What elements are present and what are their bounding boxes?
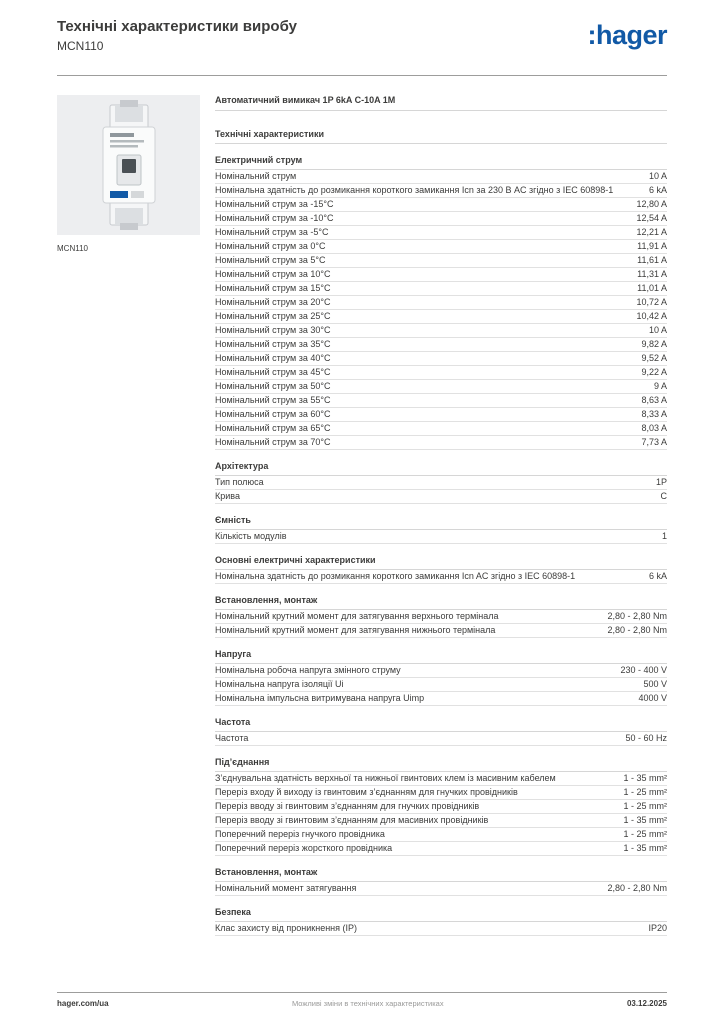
- spec-row: [215, 814, 667, 828]
- row-label: Номінальний крутний момент для затягування верхнього термінала: [215, 611, 499, 621]
- row-label: Номінальний момент затягування: [215, 883, 357, 893]
- row-label: Переріз вводу зі гвинтовим з’єднанням для гнучких провідників: [215, 801, 480, 811]
- section-title: Технічні характеристики: [215, 129, 667, 144]
- spec-row: [215, 352, 667, 366]
- spec-section: [215, 595, 667, 638]
- row-value: 12,80 A: [636, 199, 667, 209]
- product-name: Автоматичний вимикач 1P 6kA C-10A 1M: [215, 95, 667, 111]
- row-value: 9 A: [653, 381, 667, 391]
- section-title: Ємність: [215, 515, 667, 530]
- row-label: Номінальний струм за 10°C: [215, 269, 331, 279]
- row-value: 1 - 35 mm²: [623, 773, 667, 783]
- row-value: 4000 V: [638, 693, 667, 703]
- spec-section: [215, 155, 667, 450]
- row-value: C: [660, 491, 667, 501]
- row-value: 9,22 A: [641, 367, 667, 377]
- spec-row: [215, 226, 667, 240]
- spec-row: [215, 882, 667, 896]
- spec-row: [215, 254, 667, 268]
- product-image-caption: MCN110: [57, 244, 88, 253]
- spec-section: [215, 867, 667, 896]
- row-label: Номінальний струм за 20°C: [215, 297, 331, 307]
- row-value: 1 - 35 mm²: [623, 815, 667, 825]
- spec-row: [215, 800, 667, 814]
- row-label: Номінальний струм за 15°C: [215, 283, 331, 293]
- spec-row: [215, 922, 667, 936]
- spec-section: [215, 649, 667, 706]
- section-title: Основні електричні характеристики: [215, 555, 667, 570]
- spec-section: [215, 757, 667, 856]
- row-value: 7,73 A: [641, 437, 667, 447]
- row-label: Номінальна імпульсна витримувана напруга Uimp: [215, 693, 425, 703]
- row-label: Номінальна напруга ізоляції Ui: [215, 679, 344, 689]
- row-label: Номінальний струм за 35°C: [215, 339, 331, 349]
- row-label: Номінальний струм за 45°C: [215, 367, 331, 377]
- spec-row: [215, 268, 667, 282]
- spec-row: [215, 296, 667, 310]
- row-label: Номінальна здатність до розмикання короткого замикання Icn AC згідно з IEC 60898-1: [215, 571, 576, 581]
- row-label: Номінальний струм за 70°C: [215, 437, 331, 447]
- section-title: Під’єднання: [215, 757, 667, 772]
- row-label: Кількість модулів: [215, 531, 287, 541]
- page-footer: [57, 992, 667, 1008]
- row-value: 12,54 A: [636, 213, 667, 223]
- spec-row: [215, 338, 667, 352]
- row-label: Переріз входу й виходу із гвинтовим з’єднанням для гнучких провідників: [215, 787, 518, 797]
- spec-row: [215, 324, 667, 338]
- row-value: 1 - 25 mm²: [623, 801, 667, 811]
- row-value: 11,01 A: [637, 283, 667, 293]
- section-title: Безпека: [215, 907, 667, 922]
- row-label: Номінальний струм: [215, 171, 297, 181]
- row-label: Номінальний струм за 5°C: [215, 255, 326, 265]
- spec-row: [215, 380, 667, 394]
- spec-section: [215, 717, 667, 746]
- row-value: 6 kA: [648, 185, 667, 195]
- spec-row: [215, 282, 667, 296]
- spec-section: [215, 129, 667, 144]
- row-label: Номінальний струм за 65°C: [215, 423, 331, 433]
- spec-content: [215, 95, 667, 936]
- row-label: Номінальний струм за 30°C: [215, 325, 331, 335]
- row-value: 10,72 A: [636, 297, 667, 307]
- page-title: Технічні характеристики виробу: [57, 18, 297, 35]
- row-label: Номінальний крутний момент для затягування нижнього термінала: [215, 625, 496, 635]
- row-value: 11,31 A: [637, 269, 667, 279]
- row-label: Номінальний струм за -5°C: [215, 227, 329, 237]
- spec-row: [215, 732, 667, 746]
- row-value: 500 V: [643, 679, 667, 689]
- spec-row: [215, 624, 667, 638]
- product-code: MCN110: [57, 39, 104, 53]
- row-value: 12,21 A: [636, 227, 667, 237]
- row-value: 2,80 - 2,80 Nm: [607, 625, 667, 635]
- section-title: Частота: [215, 717, 667, 732]
- page-header: [57, 18, 667, 53]
- spec-section: [215, 907, 667, 936]
- spec-row: [215, 366, 667, 380]
- spec-row: [215, 240, 667, 254]
- row-label: Клас захисту від проникнення (IP): [215, 923, 358, 933]
- row-label: З’єднувальна здатність верхньої та нижньої гвинтових клем із масивним кабелем: [215, 773, 556, 783]
- spec-row: [215, 198, 667, 212]
- row-value: 9,82 A: [641, 339, 667, 349]
- row-value: 2,80 - 2,80 Nm: [607, 611, 667, 621]
- section-title: Напруга: [215, 649, 667, 664]
- row-value: 50 - 60 Hz: [625, 733, 667, 743]
- footer-date: 03.12.2025: [626, 999, 667, 1008]
- footer-url: hager.com/ua: [57, 999, 109, 1008]
- row-value: 1: [661, 531, 667, 541]
- spec-row: [215, 610, 667, 624]
- section-title: Архітектура: [215, 461, 667, 476]
- spec-row: [215, 184, 667, 198]
- section-title: Встановлення, монтаж: [215, 867, 667, 882]
- row-value: 8,03 A: [641, 423, 667, 433]
- spec-row: [215, 828, 667, 842]
- row-label: Поперечний переріз гнучкого провідника: [215, 829, 385, 839]
- spec-section: [215, 515, 667, 544]
- spec-row: [215, 786, 667, 800]
- spec-row: [215, 842, 667, 856]
- row-value: 10,42 A: [636, 311, 667, 321]
- row-label: Номінальний струм за 40°C: [215, 353, 331, 363]
- row-value: 1 - 35 mm²: [623, 843, 667, 853]
- row-value: 1 - 25 mm²: [623, 787, 667, 797]
- row-label: Номінальний струм за 0°C: [215, 241, 326, 251]
- hager-logo: :hager: [587, 20, 667, 50]
- row-value: 10 A: [648, 171, 667, 181]
- spec-row: [215, 170, 667, 184]
- product-image: [57, 95, 200, 235]
- row-value: 8,33 A: [641, 409, 667, 419]
- row-label: Тип полюса: [215, 477, 264, 487]
- spec-row: [215, 436, 667, 450]
- row-value: 1P: [655, 477, 667, 487]
- spec-row: [215, 570, 667, 584]
- spec-row: [215, 678, 667, 692]
- row-label: Номінальний струм за 25°C: [215, 311, 331, 321]
- row-label: Крива: [215, 491, 240, 501]
- row-label: Номінальний струм за 60°C: [215, 409, 331, 419]
- spec-section: [215, 555, 667, 584]
- spec-row: [215, 664, 667, 678]
- spec-row: [215, 394, 667, 408]
- spec-row: [215, 408, 667, 422]
- spec-row: [215, 212, 667, 226]
- row-value: 1 - 25 mm²: [623, 829, 667, 839]
- row-value: 9,52 A: [641, 353, 667, 363]
- row-value: 8,63 A: [641, 395, 667, 405]
- header-divider: [57, 75, 667, 76]
- section-title: Електричний струм: [215, 155, 667, 170]
- spec-row: [215, 476, 667, 490]
- row-value: 230 - 400 V: [620, 665, 667, 675]
- spec-section: [215, 461, 667, 504]
- row-label: Номінальний струм за -15°C: [215, 199, 334, 209]
- row-label: Поперечний переріз жорсткого провідника: [215, 843, 393, 853]
- spec-row: [215, 422, 667, 436]
- row-value: 10 A: [648, 325, 667, 335]
- spec-row: [215, 530, 667, 544]
- row-label: Номінальна робоча напруга змінного струму: [215, 665, 401, 675]
- row-value: 11,91 A: [637, 241, 667, 251]
- row-label: Переріз вводу зі гвинтовим з’єднанням для масивних провідників: [215, 815, 489, 825]
- section-title: Встановлення, монтаж: [215, 595, 667, 610]
- spec-sections: [215, 129, 667, 936]
- spec-row: [215, 490, 667, 504]
- header-titles: [57, 18, 297, 53]
- row-label: Номінальний струм за 50°C: [215, 381, 331, 391]
- row-value: IP20: [648, 923, 667, 933]
- product-image-column: [57, 95, 200, 253]
- spec-row: [215, 772, 667, 786]
- row-value: 2,80 - 2,80 Nm: [607, 883, 667, 893]
- footer-note: Можливі зміни в технічних характеристиках: [291, 999, 444, 1008]
- row-value: 6 kA: [648, 571, 667, 581]
- spec-row: [215, 692, 667, 706]
- row-label: Номінальна здатність до розмикання короткого замикання Icn за 230 В AC згідно з IEC 60898-1: [215, 185, 614, 195]
- row-label: Номінальний струм за -10°C: [215, 213, 334, 223]
- row-value: 11,61 A: [637, 255, 667, 265]
- row-label: Номінальний струм за 55°C: [215, 395, 331, 405]
- circuit-breaker-illustration: [57, 95, 200, 235]
- spec-row: [215, 310, 667, 324]
- row-label: Частота: [215, 733, 249, 743]
